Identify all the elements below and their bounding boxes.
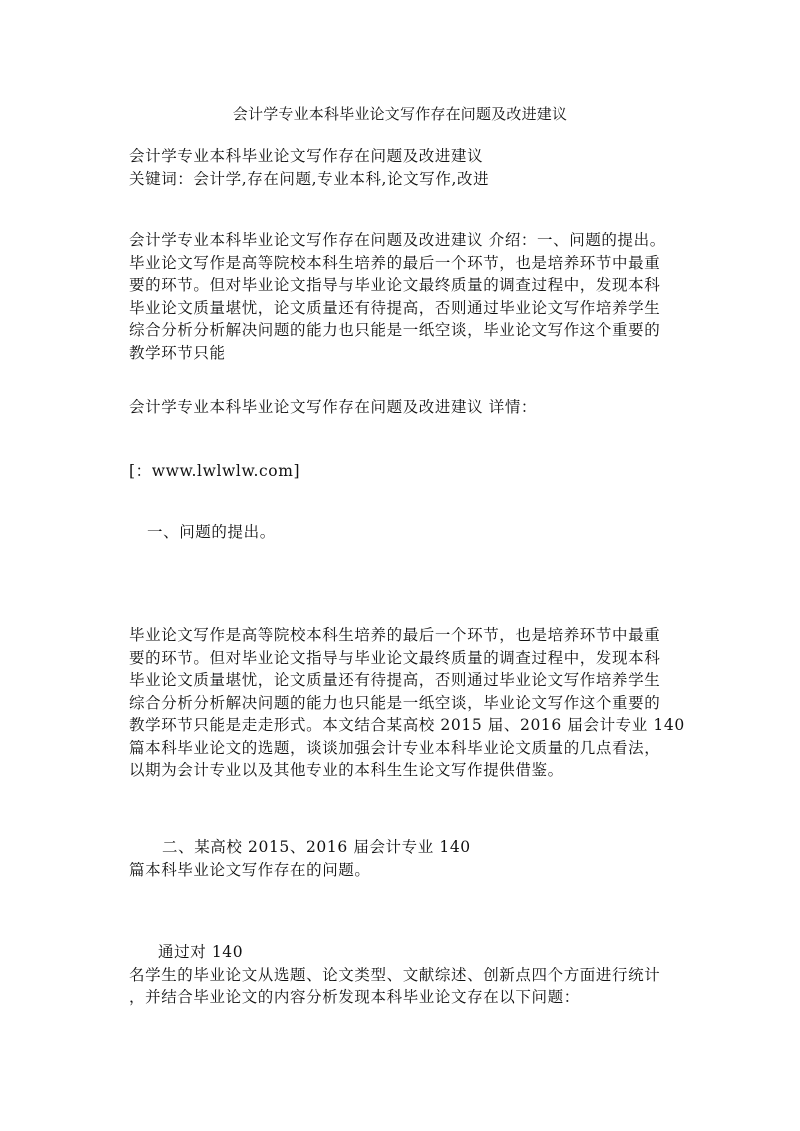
intro-line: 要的环节。但对毕业论文指导与毕业论文最终质量的调查过程中，发现本科 [129, 276, 661, 294]
section2-body [129, 941, 674, 1009]
section2-heading [129, 836, 674, 881]
document-title: 会计学专业本科毕业论文写作存在问题及改进建议 [232, 105, 568, 123]
section2-heading-line: 篇本科毕业论文写作存在的问题。 [129, 860, 371, 879]
section2-body-line: 通过对 140 [158, 943, 244, 961]
body-line: 教学环节只能是走走形式。本文结合某高校 2015 届、2016 届会计专业 140 [129, 716, 685, 734]
intro-line: 会计学专业本科毕业论文写作存在问题及改进建议 介绍：一、问题的提出。 [129, 231, 666, 249]
body-line: 以期为会计专业以及其他专业的本科生生论文写作提供借鉴。 [129, 761, 564, 779]
keywords-line: 关键词：会计学,存在问题,专业本科,论文写作,改进 [129, 169, 490, 188]
section2-body-line: 名学生的毕业论文从选题、论文类型、文献综述、创新点四个方面进行统计 [129, 965, 661, 984]
intro-line: 综合分析分析解决问题的能力也只能是一纸空谈，毕业论文写作这个重要的 [129, 321, 661, 339]
body-line: 毕业论文写作是高等院校本科生培养的最后一个环节，也是培养环节中最重 [129, 626, 661, 644]
body-paragraph [129, 624, 685, 782]
body-line: 综合分析分析解决问题的能力也只能是一纸空谈，毕业论文写作这个重要的 [129, 693, 661, 712]
intro-line: 教学环节只能 [129, 343, 226, 362]
intro-line: 毕业论文质量堪忧，论文质量还有待提高，否则通过毕业论文写作培养学生 [129, 298, 661, 317]
details-label: 会计学专业本科毕业论文写作存在问题及改进建议 详情： [129, 398, 538, 416]
intro-line: 毕业论文写作是高等院校本科生培养的最后一个环节，也是培养环节中最重 [129, 253, 661, 272]
intro-paragraph [129, 229, 674, 364]
section2-heading-line: 二、某高校 2015、2016 届会计专业 140 [162, 838, 471, 856]
section1-heading: 一、问题的提出。 [147, 523, 276, 541]
body-line: 要的环节。但对毕业论文指导与毕业论文最终质量的调查过程中，发现本科 [129, 648, 661, 667]
body-line: 篇本科毕业论文的选题，谈谈加强会计专业本科毕业论文质量的几点看法， [129, 738, 661, 757]
header-block [129, 145, 674, 190]
body-line: 毕业论文质量堪忧，论文质量还有待提高，否则通过毕业论文写作培养学生 [129, 671, 661, 689]
header-title: 会计学专业本科毕业论文写作存在问题及改进建议 [129, 147, 484, 165]
section2-body-line: ，并结合毕业论文的内容分析发现本科毕业论文存在以下问题： [129, 988, 580, 1006]
source-link[interactable]: [：www.lwlwlw.com] [129, 462, 301, 480]
